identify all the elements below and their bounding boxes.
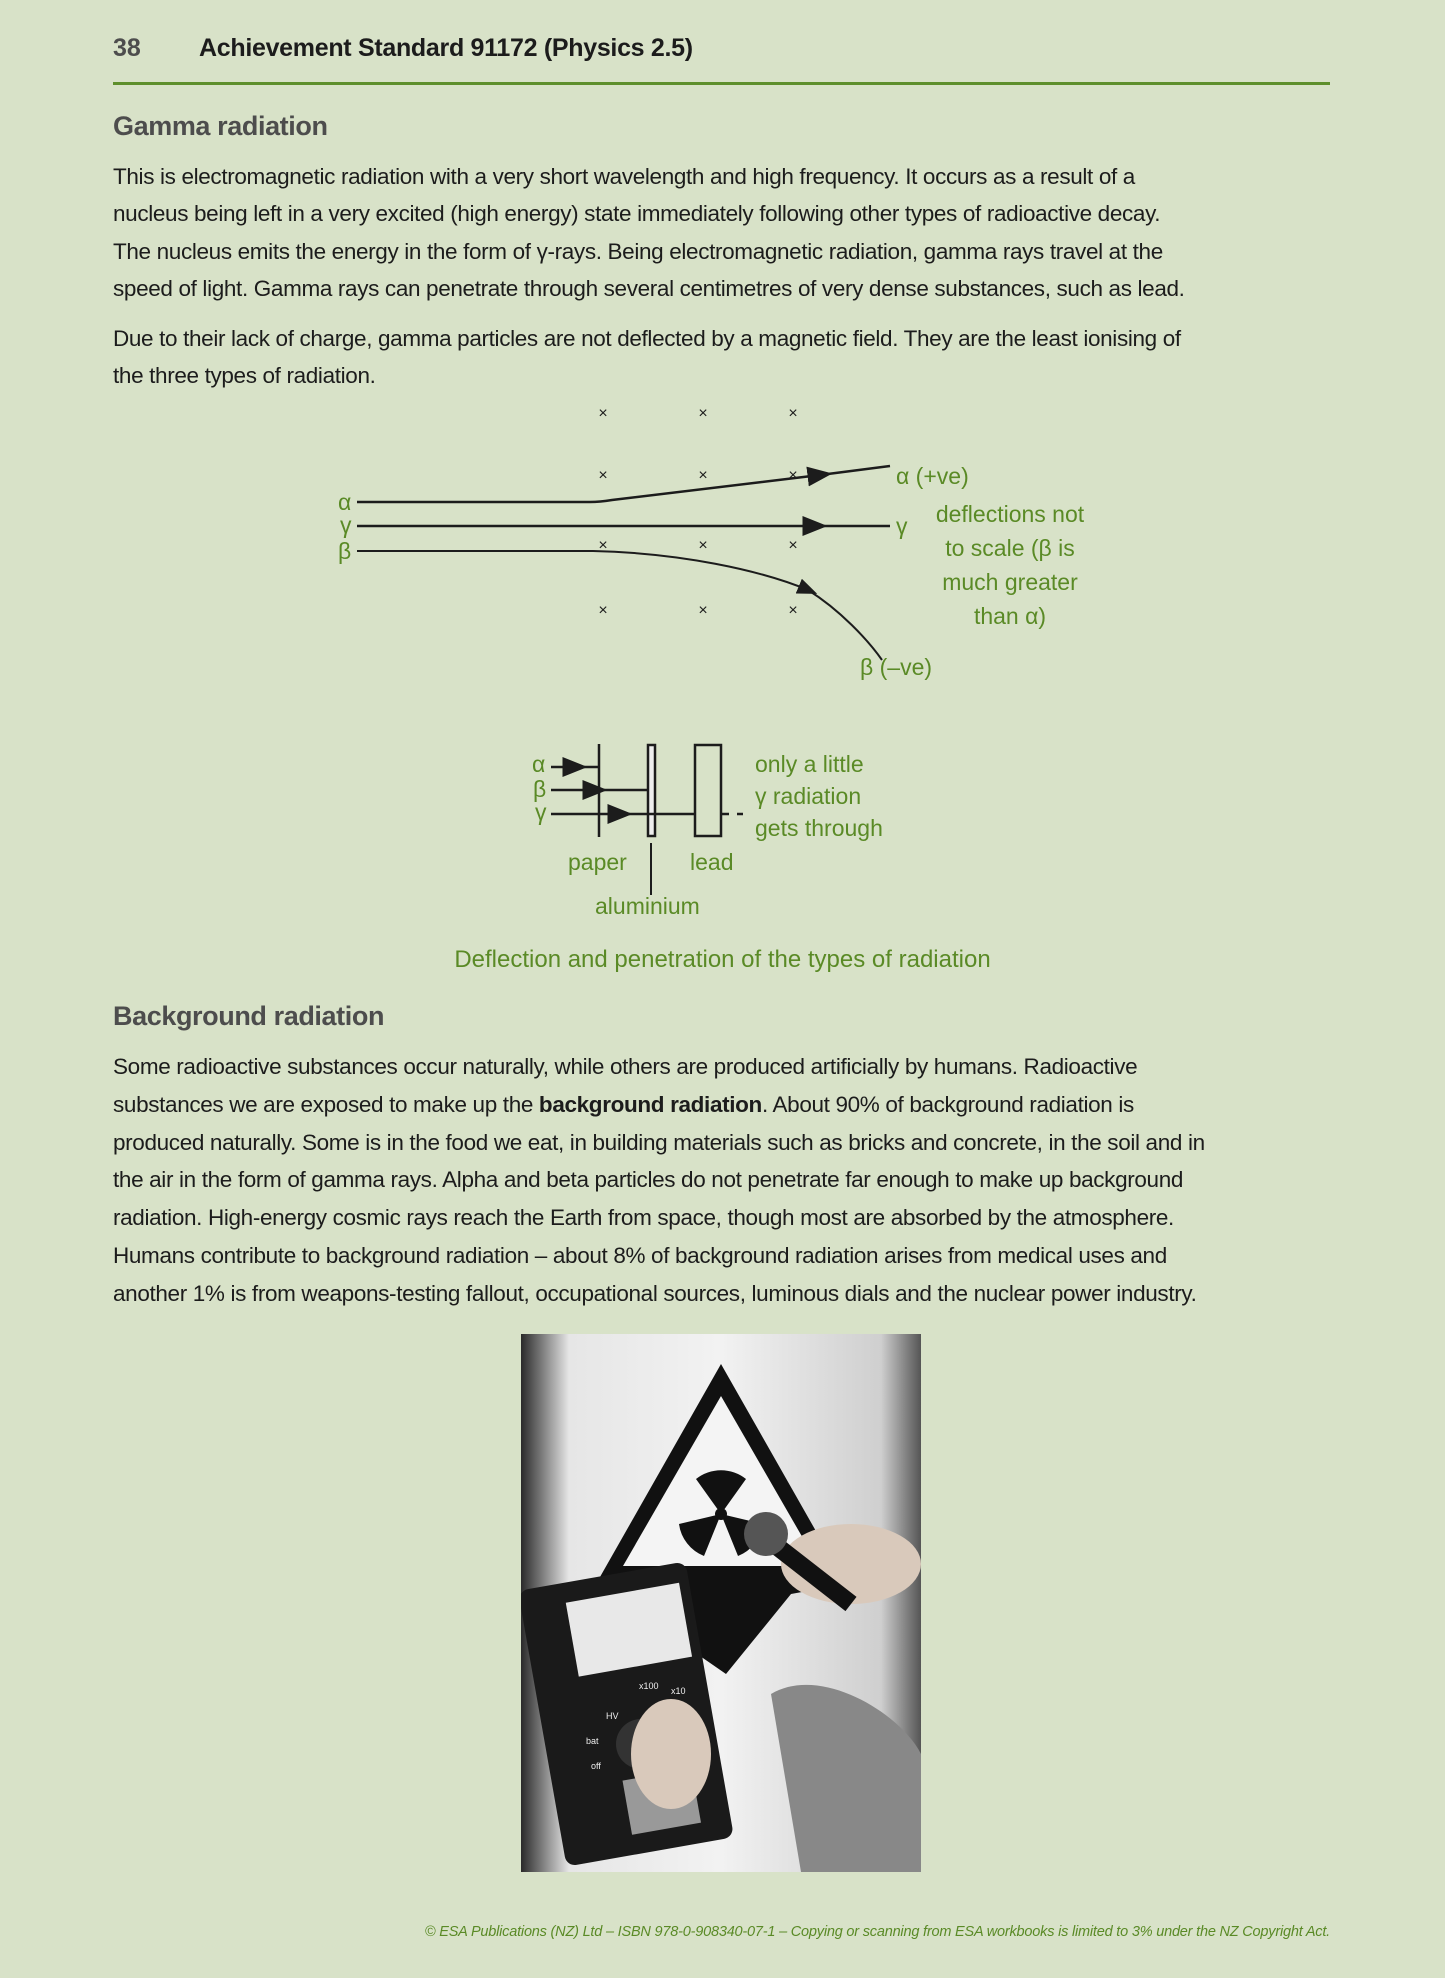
field-mark: × [788,467,798,484]
beta-label: β [533,776,547,802]
background-line: Humans contribute to background radiation – about 8% of background radiation arises from medical uses and [113,1243,1167,1268]
deflection-note: much greater [942,569,1078,595]
penetration-note: only a little [755,751,864,777]
alpha-label: α [338,489,352,515]
penetration-diagram [532,744,883,919]
dial-label: bat [586,1736,599,1746]
background-line: radiation. High-energy cosmic rays reach the Earth from space, though most are absorbed by the atmosphere. [113,1205,1174,1230]
alpha-label: α [532,751,546,777]
field-mark: × [698,537,708,554]
field-mark: × [698,467,708,484]
aluminium-label: aluminium [595,893,700,919]
dial-label: off [591,1761,601,1771]
gamma-para1-line: nucleus being left in a very excited (high energy) state immediately following other types of radioactive decay. [113,201,1161,226]
alpha-path [357,475,820,502]
text: . About 90% of background radiation is [761,1092,1134,1117]
text: substances we are exposed to make up the [113,1092,539,1117]
field-mark: × [598,602,608,619]
beta-out-label: β (–ve) [860,654,933,680]
running-header: Achievement Standard 91172 (Physics 2.5) [199,34,693,62]
background-line: the air in the form of gamma rays. Alpha and beta particles do not penetrate far enough to make up background [113,1167,1184,1192]
lead-block [695,745,721,836]
page-number: 38 [113,34,141,62]
background-line: produced naturally. Some is in the food we eat, in building materials such as bricks and concrete, in the soil and in [113,1130,1205,1155]
lead-label: lead [690,849,734,875]
gamma-para2-line: the three types of radiation. [113,363,376,388]
penetration-note: γ radiation [755,783,862,809]
copyright-footer: © ESA Publications (NZ) Ltd – ISBN 978-0-908340-07-1 – Copying or scanning from ESA workbooks is limited to 3% under the NZ Copyright Act. [424,1924,1330,1940]
dial-label: x10 [671,1686,686,1696]
deflection-note: than α) [973,603,1047,629]
gamma-out-label: γ [896,513,908,539]
background-line: Some radioactive substances occur naturally, while others are produced artificially by humans. Radioactive [113,1054,1138,1079]
dial-label: x100 [639,1681,659,1691]
beta-label: β [338,538,352,564]
field-mark: × [788,602,798,619]
dial-label: HV [606,1711,619,1721]
key-term: background radiation [538,1092,762,1117]
background-line [113,1092,1134,1118]
geiger-counter-photo [521,1334,921,1872]
gamma-label: γ [340,512,352,538]
field-mark: × [788,537,798,554]
penetration-note: gets through [755,815,883,841]
deflection-note: to scale (β is [945,535,1075,561]
magnetic-field-marks [598,405,797,619]
gamma-para1-line: This is electromagnetic radiation with a very short wavelength and high frequency. It occurs as a result of a [113,164,1135,189]
beta-path [357,551,808,590]
field-mark: × [598,467,608,484]
gamma-para1-line: The nucleus emits the energy in the form of γ-rays. Being electromagnetic radiation, gamma rays travel at the [113,239,1163,264]
deflection-note: deflections not [935,501,1085,527]
paper-label: paper [568,849,627,875]
field-mark: × [598,537,608,554]
background-heading: Background radiation [113,1001,385,1031]
gamma-label: γ [535,799,547,825]
field-mark: × [598,405,608,422]
gamma-heading: Gamma radiation [113,111,328,141]
field-mark: × [698,405,708,422]
gamma-para1-line: speed of light. Gamma rays can penetrate through several centimetres of very dense substances, such as lead. [113,276,1185,301]
figure-caption: Deflection and penetration of the types of radiation [454,946,991,973]
gamma-para2-line: Due to their lack of charge, gamma particles are not deflected by a magnetic field. They are the least ionising of [113,326,1181,351]
aluminium-sheet [648,745,655,836]
background-line: another 1% is from weapons-testing fallout, occupational sources, luminous dials and the nuclear power industry. [113,1281,1197,1306]
hand [631,1699,711,1809]
field-mark: × [788,405,798,422]
alpha-out-label: α (+ve) [896,463,969,489]
field-mark: × [698,602,708,619]
photo-illustration [521,1334,921,1872]
